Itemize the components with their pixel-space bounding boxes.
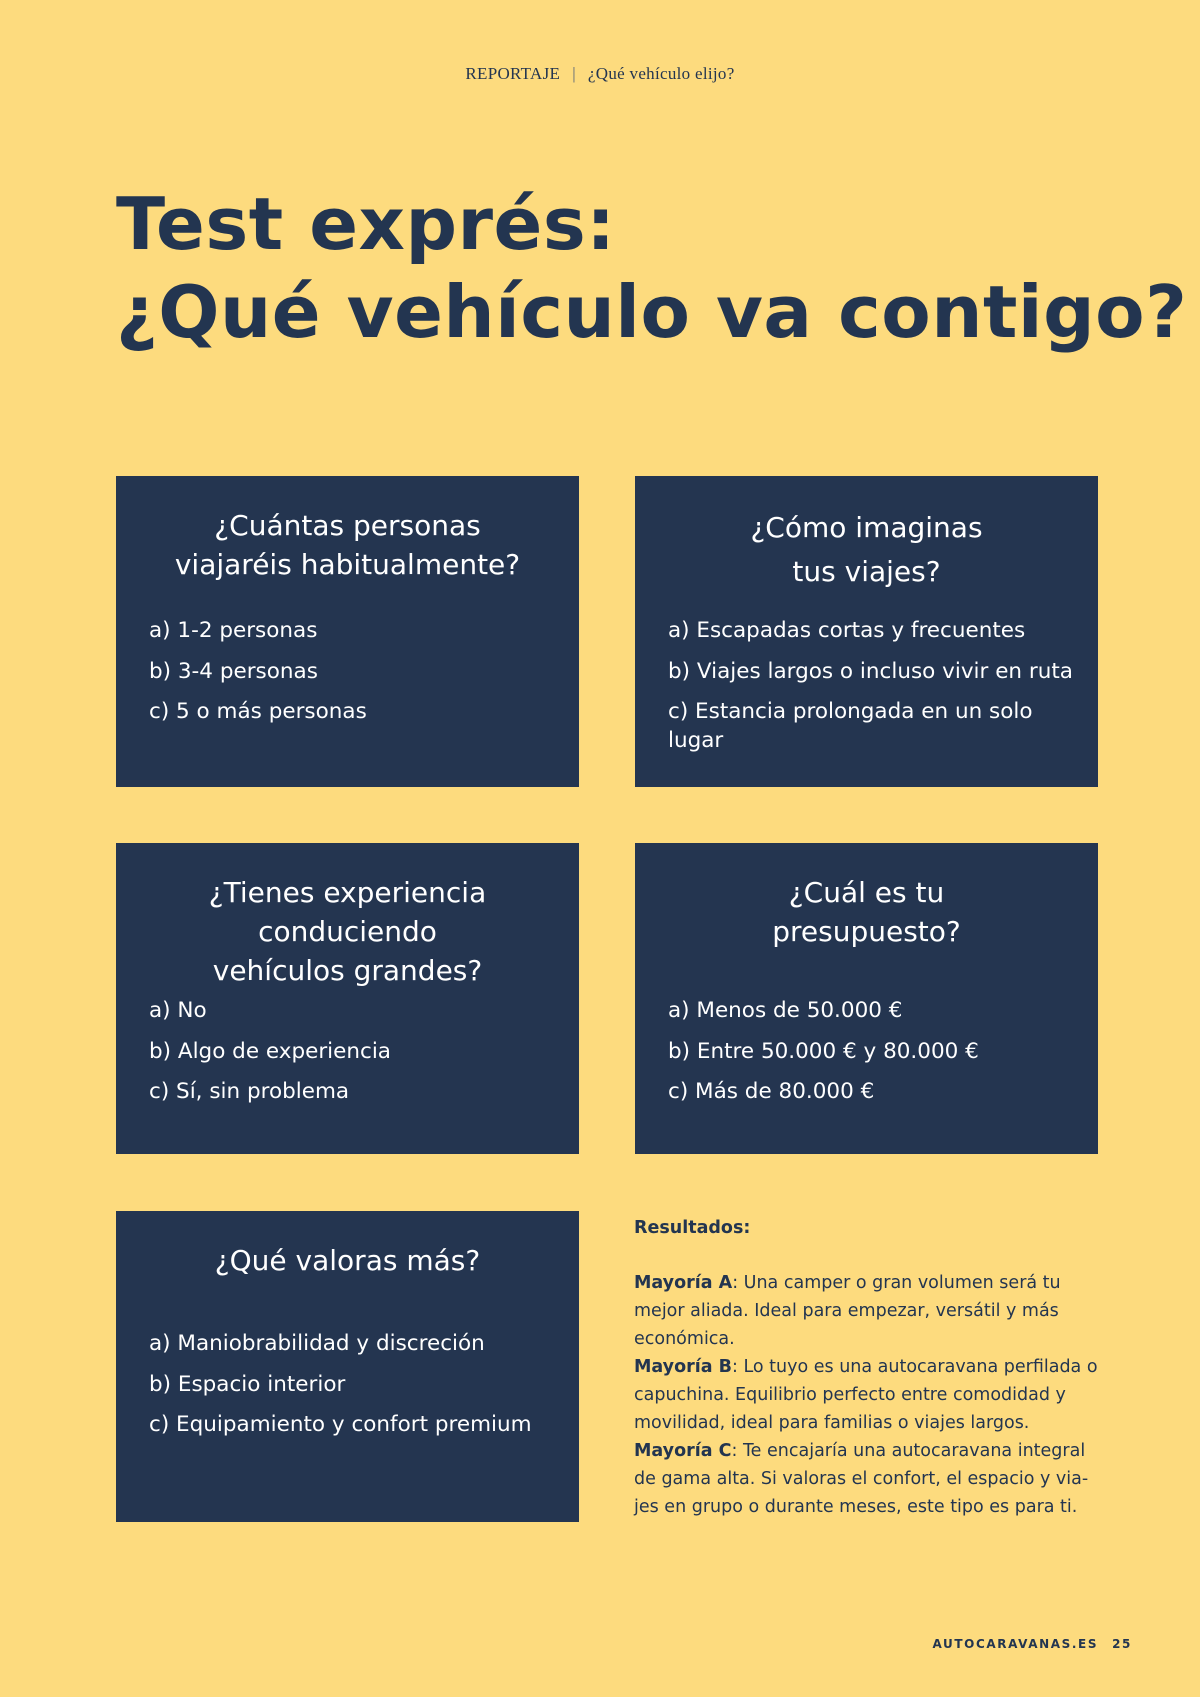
option-a: a) Escapadas cortas y frecuentes	[668, 618, 1026, 643]
running-header	[0, 64, 1200, 84]
options-list	[149, 616, 567, 738]
question-line: vehículos grandes?	[212, 954, 483, 987]
question-heading	[655, 873, 1078, 951]
question-heading	[136, 873, 559, 990]
question-line: viajaréis habitualmente?	[174, 548, 521, 581]
option-c: c) Equipamiento y confort premium	[149, 1412, 532, 1437]
results-title: Resultados:	[634, 1218, 751, 1238]
result-label: Mayoría B	[634, 1357, 732, 1377]
option-b: b) Entre 50.000 € y 80.000 €	[668, 1038, 979, 1064]
question-line: conduciendo	[258, 915, 437, 948]
option-b: b) Viajes largos o incluso vivir en ruta	[668, 658, 1073, 684]
result-b	[634, 1353, 1104, 1437]
option-c: c) Más de 80.000 €	[668, 1079, 875, 1104]
page-number: 25	[1112, 1637, 1132, 1651]
option-c: c) Sí, sin problema	[149, 1079, 350, 1104]
question-card-experience	[116, 843, 579, 1154]
question-line: ¿Tienes experiencia	[208, 876, 487, 909]
question-line: ¿Qué valoras más?	[214, 1244, 481, 1277]
options-list	[149, 996, 567, 1118]
question-card-priorities	[116, 1211, 579, 1522]
question-line: ¿Cuál es tu	[788, 876, 945, 909]
option-c: c) 5 o más personas	[149, 699, 367, 724]
header-topic: ¿Qué vehículo elijo?	[587, 64, 735, 83]
result-text: : Lo tuyo es una autocaravana perfilada o capuchina. Equilibrio perfecto entre comodidad y movilidad, ideal para familias o viajes largos.	[634, 1357, 1098, 1433]
result-text: : Una camper o gran volumen será tu mejor aliada. Ideal para empezar, versátil y más económica.	[634, 1273, 1061, 1349]
question-card-trips	[635, 476, 1098, 787]
option-a: a) Menos de 50.000 €	[668, 998, 903, 1023]
option-b: b) 3-4 personas	[149, 658, 318, 684]
result-text: : Te encajaría una autocaravana integral de gama alta. Si valoras el confort, el espacio y via-jes en grupo o durante meses, este tipo es para ti.	[634, 1441, 1089, 1517]
options-list	[668, 996, 1086, 1118]
question-card-people	[116, 476, 579, 787]
question-line: presupuesto?	[772, 915, 961, 948]
result-label: Mayoría A	[634, 1273, 733, 1293]
header-separator: |	[572, 64, 576, 83]
question-card-budget	[635, 843, 1098, 1154]
options-list	[149, 1329, 567, 1451]
question-heading	[136, 506, 559, 584]
result-a	[634, 1269, 1104, 1353]
option-a: a) Maniobrabilidad y discreción	[149, 1331, 485, 1356]
option-c: c) Estancia prolongada en un solo lugar	[668, 699, 1033, 753]
question-line: tus viajes?	[792, 555, 941, 588]
question-line: ¿Cómo imaginas	[750, 511, 983, 544]
page-footer	[933, 1637, 1133, 1651]
title-line-1: Test exprés:	[116, 182, 616, 266]
question-heading	[655, 506, 1078, 594]
title-line-2: ¿Qué vehículo va contigo?	[116, 270, 1188, 354]
result-label: Mayoría C	[634, 1441, 732, 1461]
header-section: REPORTAJE	[465, 64, 561, 83]
results-box	[634, 1218, 1104, 1521]
option-a: a) No	[149, 998, 207, 1023]
question-line: ¿Cuántas personas	[214, 509, 481, 542]
option-a: a) 1-2 personas	[149, 618, 318, 643]
footer-site: AUTOCARAVANAS.ES	[932, 1637, 1099, 1651]
result-c	[634, 1437, 1104, 1521]
page-title	[116, 180, 1188, 356]
options-list	[668, 616, 1086, 767]
question-heading	[136, 1241, 559, 1280]
option-b: b) Espacio interior	[149, 1371, 346, 1397]
option-b: b) Algo de experiencia	[149, 1038, 391, 1064]
